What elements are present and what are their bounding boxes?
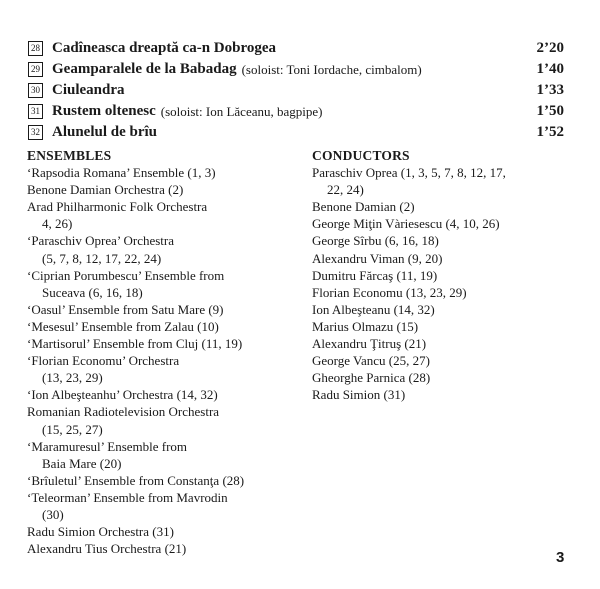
track-duration: 1’52 xyxy=(536,124,564,140)
ensemble-line: ‘Ion Albeşteanhu’ Orchestra (14, 32) xyxy=(27,387,218,403)
conductor-line: Dumitru Fărcaş (11, 19) xyxy=(312,267,438,283)
conductor-line: Alexandru Viman (9, 20) xyxy=(312,250,443,266)
conductor-line: Radu Simion (31) xyxy=(312,387,406,403)
conductor-line-cont: 22, 24) xyxy=(327,182,364,198)
conductor-entry xyxy=(312,318,582,335)
ensemble-line: Romanian Radiotelevision Orchestra xyxy=(27,404,220,420)
conductor-entry xyxy=(312,250,582,267)
track-row xyxy=(28,80,568,101)
track-title: Alunelul de brîu xyxy=(52,124,158,140)
conductor-line: Benone Damian (2) xyxy=(312,199,415,215)
ensemble-entry xyxy=(27,523,297,540)
ensemble-entry xyxy=(27,403,297,437)
ensemble-line: Arad Philharmonic Folk Orchestra xyxy=(27,199,208,215)
ensemble-line: ‘Paraschiv Oprea’ Orchestra xyxy=(27,233,175,249)
ensemble-entry xyxy=(27,181,297,198)
ensemble-entry xyxy=(27,164,297,181)
conductor-entry xyxy=(312,267,582,284)
ensemble-line: ‘Maramuresul’ Ensemble from xyxy=(27,438,188,454)
conductor-entry xyxy=(312,352,582,369)
track-number-box: 32 xyxy=(28,125,43,140)
track-number-box: 29 xyxy=(28,62,43,77)
conductors-heading: CONDUCTORS xyxy=(312,148,410,163)
ensemble-line: ‘Mesesul’ Ensemble from Zalau (10) xyxy=(27,318,219,334)
ensemble-line-cont: Baia Mare (20) xyxy=(42,455,122,471)
track-duration: 2’20 xyxy=(536,40,564,56)
track-title: Rustem oltenesc xyxy=(52,103,156,119)
ensemble-line-cont: Suceava (6, 16, 18) xyxy=(42,284,143,300)
ensemble-entry xyxy=(27,489,297,523)
conductor-line: George Sîrbu (6, 16, 18) xyxy=(312,233,439,249)
ensemble-line-cont: (13, 23, 29) xyxy=(42,370,103,386)
conductor-entry xyxy=(312,164,582,198)
track-title: Cadîneasca dreaptă ca-n Dobrogea xyxy=(52,40,277,56)
conductor-entry xyxy=(312,232,582,249)
ensemble-line: ‘Teleorman’ Ensemble from Mavrodin xyxy=(27,489,228,505)
ensemble-line: Radu Simion Orchestra (31) xyxy=(27,524,174,540)
ensemble-entry xyxy=(27,352,297,386)
ensemble-entry xyxy=(27,301,297,318)
ensemble-line-cont: (5, 7, 8, 12, 17, 22, 24) xyxy=(42,250,162,266)
track-row xyxy=(28,122,568,143)
conductor-line: Gheorghe Parnica (28) xyxy=(312,370,431,386)
conductor-line: Alexandru Ţitruş (21) xyxy=(312,336,427,352)
ensemble-line: ‘Rapsodia Romana’ Ensemble (1, 3) xyxy=(27,165,216,181)
track-duration: 1’50 xyxy=(536,103,564,119)
conductor-entry xyxy=(312,335,582,352)
ensemble-line: ‘Ciprian Porumbescu’ Ensemble from xyxy=(27,267,225,283)
conductor-line: George Miţin Vàriesescu (4, 10, 26) xyxy=(312,216,500,232)
conductor-entry xyxy=(312,386,582,403)
track-number-box: 28 xyxy=(28,41,43,56)
ensemble-entry xyxy=(27,335,297,352)
ensemble-entry xyxy=(27,386,297,403)
track-row xyxy=(28,101,568,122)
conductor-entry xyxy=(312,284,582,301)
track-title: Ciuleandra xyxy=(52,82,125,98)
ensembles-column xyxy=(27,147,297,557)
ensemble-line: ‘Florian Economu’ Orchestra xyxy=(27,353,180,369)
ensemble-line-cont: (15, 25, 27) xyxy=(42,421,103,437)
conductors-column xyxy=(312,147,582,403)
track-title: Geamparalele de la Babadag xyxy=(52,61,237,77)
ensemble-entry xyxy=(27,438,297,472)
page-number: 3 xyxy=(556,549,565,566)
ensemble-line: ‘Martisorul’ Ensemble from Cluj (11, 19) xyxy=(27,336,243,352)
ensemble-line: ‘Oasul’ Ensemble from Satu Mare (9) xyxy=(27,301,224,317)
ensemble-entry xyxy=(27,318,297,335)
ensemble-entry xyxy=(27,198,297,232)
conductor-line: Ion Albeşteanu (14, 32) xyxy=(312,301,435,317)
conductor-entry xyxy=(312,215,582,232)
conductor-entry xyxy=(312,369,582,386)
ensemble-entry xyxy=(27,232,297,266)
ensembles-heading: ENSEMBLES xyxy=(27,148,112,163)
track-row xyxy=(28,38,568,59)
ensemble-line: Benone Damian Orchestra (2) xyxy=(27,182,184,198)
conductor-line: Paraschiv Oprea (1, 3, 5, 7, 8, 12, 17, xyxy=(312,165,506,181)
track-number-box: 31 xyxy=(28,104,43,119)
ensemble-line: ‘Brîuletul’ Ensemble from Constanţa (28) xyxy=(27,472,245,488)
ensemble-entry xyxy=(27,267,297,301)
track-note: (soloist: Toni Iordache, cimbalom) xyxy=(241,61,422,77)
track-note: (soloist: Ion Lăceanu, bagpipe) xyxy=(160,103,323,119)
track-row xyxy=(28,59,568,80)
track-number-box: 30 xyxy=(28,83,43,98)
ensemble-entry xyxy=(27,540,297,557)
ensemble-line-cont: (30) xyxy=(42,506,64,522)
conductor-entry xyxy=(312,198,582,215)
track-list xyxy=(28,38,568,143)
track-duration: 1’33 xyxy=(536,82,564,98)
conductor-line: Marius Olmazu (15) xyxy=(312,318,419,334)
ensemble-line-cont: 4, 26) xyxy=(42,216,73,232)
conductor-line: George Vancu (25, 27) xyxy=(312,353,430,369)
ensemble-entry xyxy=(27,472,297,489)
conductor-entry xyxy=(312,301,582,318)
track-duration: 1’40 xyxy=(536,61,564,77)
ensemble-line: Alexandru Tius Orchestra (21) xyxy=(27,541,187,557)
conductor-line: Florian Economu (13, 23, 29) xyxy=(312,284,467,300)
